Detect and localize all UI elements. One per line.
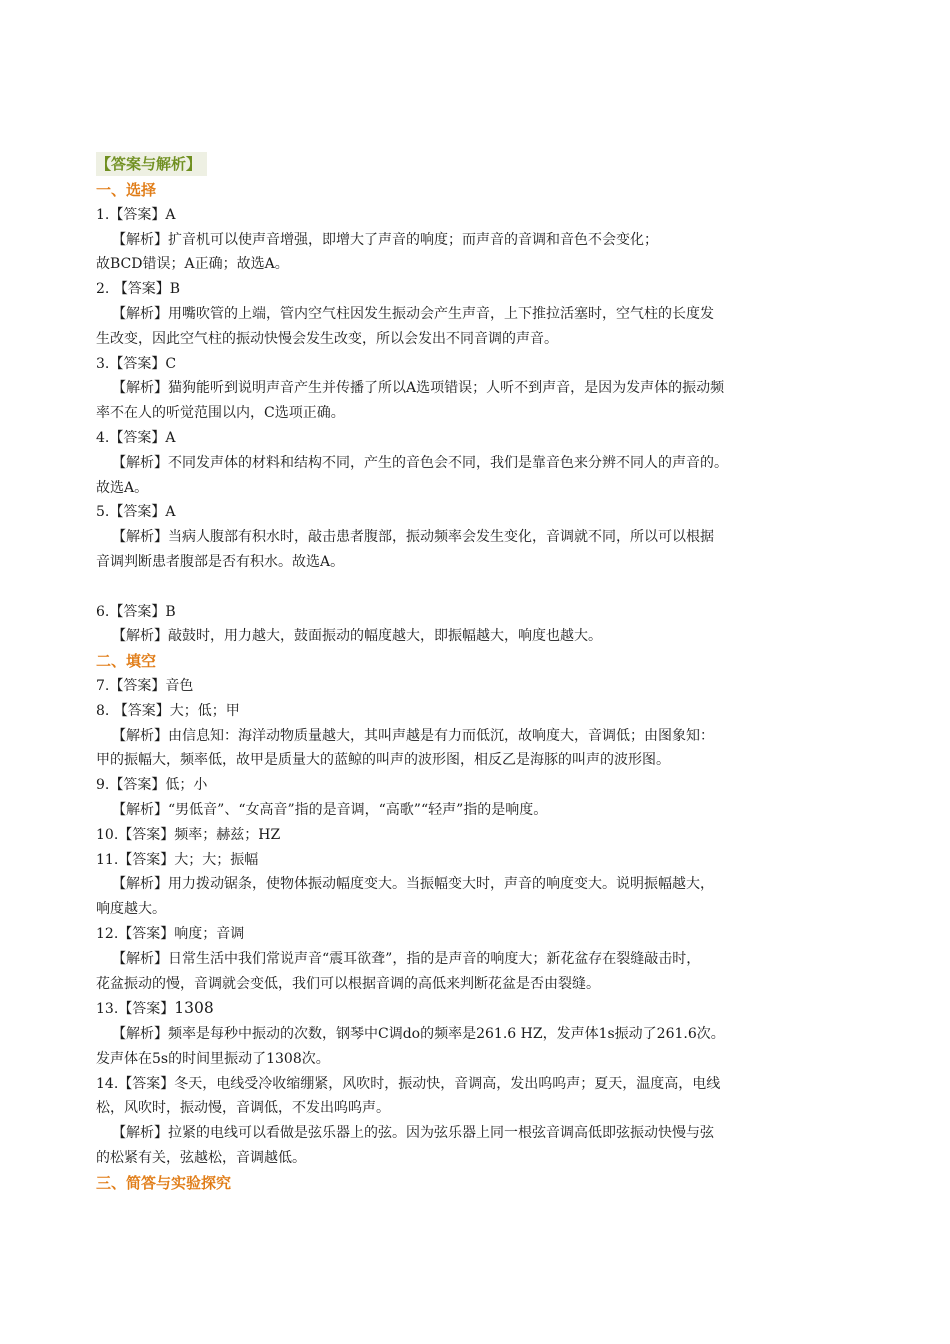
q7-answer: 7.【答案】音色 <box>96 677 194 694</box>
q1-explanation-line2: 故BCD错误；A正确；故选A。 <box>96 256 289 273</box>
q13-answer <box>96 996 866 1022</box>
q13-answer-value: 1308 <box>174 999 214 1018</box>
q3-answer: 3.【答案】C <box>96 355 177 372</box>
q12-explanation-line2: 花盆振动的慢，音调就会变低，我们可以根据音调的高低来判断花盆是否由裂缝。 <box>96 975 600 992</box>
q11-explanation-line1: 【解析】用力拨动锯条，使物体振动幅度变大。当振幅变大时，声音的响度变大。说明振幅越大， <box>112 876 714 893</box>
section-choice: 一、选择 <box>96 181 157 199</box>
q5-explanation-line2: 音调判断患者腹部是否有积水。故选A。 <box>96 553 345 570</box>
q8-explanation-line2: 甲的振幅大，频率低，故甲是质量大的蓝鲸的叫声的波形图，相反乙是海豚的叫声的波形图。 <box>96 752 670 769</box>
section-fill-in: 二、填空 <box>96 652 157 671</box>
answer-document <box>96 152 866 1196</box>
q9-answer: 9.【答案】低；小 <box>96 777 208 794</box>
q14-explanation-line2: 的松紧有关，弦越松，音调越低。 <box>96 1150 306 1167</box>
q13-answer-label: 13.【答案】 <box>96 1001 175 1018</box>
spacer <box>96 575 866 600</box>
q12-explanation-line1: 【解析】日常生活中我们常说声音“震耳欲聋”，指的是声音的响度大；新花盆存在裂缝敲击时， <box>112 950 701 967</box>
q5-answer: 5.【答案】A <box>96 504 176 521</box>
q11-answer: 11.【答案】大；大；振幅 <box>96 851 259 868</box>
q1-explanation-line1: 【解析】扩音机可以使声音增强，即增大了声音的响度；而声音的音调和音色不会变化； <box>112 231 658 248</box>
q1-answer: 1.【答案】A <box>96 206 176 223</box>
q6-answer: 6.【答案】B <box>96 603 176 620</box>
q8-explanation-line1: 【解析】由信息知：海洋动物质量越大，其叫声越是有力而低沉，故响度大，音调低；由图象知： <box>112 727 714 744</box>
q12-answer: 12.【答案】响度；音调 <box>96 925 245 942</box>
q5-explanation-line1: 【解析】当病人腹部有积水时，敲击患者腹部，振动频率会发生变化，音调就不同，所以可以根据 <box>112 529 714 546</box>
q2-explanation-line2: 生改变，因此空气柱的振动快慢会发生改变，所以会发出不同音调的声音。 <box>96 330 558 347</box>
q11-explanation-line2: 响度越大。 <box>96 901 166 918</box>
q2-answer: 2. 【答案】B <box>96 281 181 298</box>
q4-answer: 4.【答案】A <box>96 429 176 446</box>
q14-answer-line1: 14.【答案】冬天，电线受冷收缩绷紧，风吹时，振动快，音调高，发出呜呜声；夏天，温度高，电线 <box>96 1075 721 1092</box>
q3-explanation-line1: 【解析】猫狗能听到说明声音产生并传播了所以A选项错误；人听不到声音，是因为发声体的振动频 <box>112 380 725 397</box>
q14-answer-line2: 松，风吹时，振动慢，音调低，不发出呜呜声。 <box>96 1100 390 1117</box>
section-short-answer: 三、简答与实验探究 <box>96 1173 232 1192</box>
q10-answer: 10.【答案】频率；赫兹；HZ <box>96 826 281 843</box>
answers-heading: 【答案与解析】 <box>96 152 207 176</box>
q2-explanation-line1: 【解析】用嘴吹管的上端，管内空气柱因发生振动会产生声音，上下推拉活塞时，空气柱的长度发 <box>112 305 714 322</box>
q3-explanation-line2: 率不在人的听觉范围以内，C选项正确。 <box>96 405 345 422</box>
q4-explanation-line1: 【解析】不同发声体的材料和结构不同，产生的音色会不同，我们是靠音色来分辨不同人的声音的。 <box>112 454 728 471</box>
q8-answer: 8. 【答案】大；低；甲 <box>96 702 240 719</box>
q13-explanation-line2: 发声体在5s的时间里振动了1308次。 <box>96 1050 330 1067</box>
q6-explanation-line1: 【解析】敲鼓时，用力越大，鼓面振动的幅度越大，即振幅越大，响度也越大。 <box>112 628 602 645</box>
q14-explanation-line1: 【解析】拉紧的电线可以看做是弦乐器上的弦。因为弦乐器上同一根弦音调高低即弦振动快慢与弦 <box>112 1125 714 1142</box>
q9-explanation-line1: 【解析】“男低音”、“女高音”指的是音调，“高歌”“轻声”指的是响度。 <box>112 801 548 818</box>
q13-explanation-line1: 【解析】频率是每秒中振动的次数，钢琴中C调do的频率是261.6 HZ，发声体1s振动了261.6次。 <box>112 1026 725 1043</box>
q4-explanation-line2: 故选A。 <box>96 479 149 496</box>
